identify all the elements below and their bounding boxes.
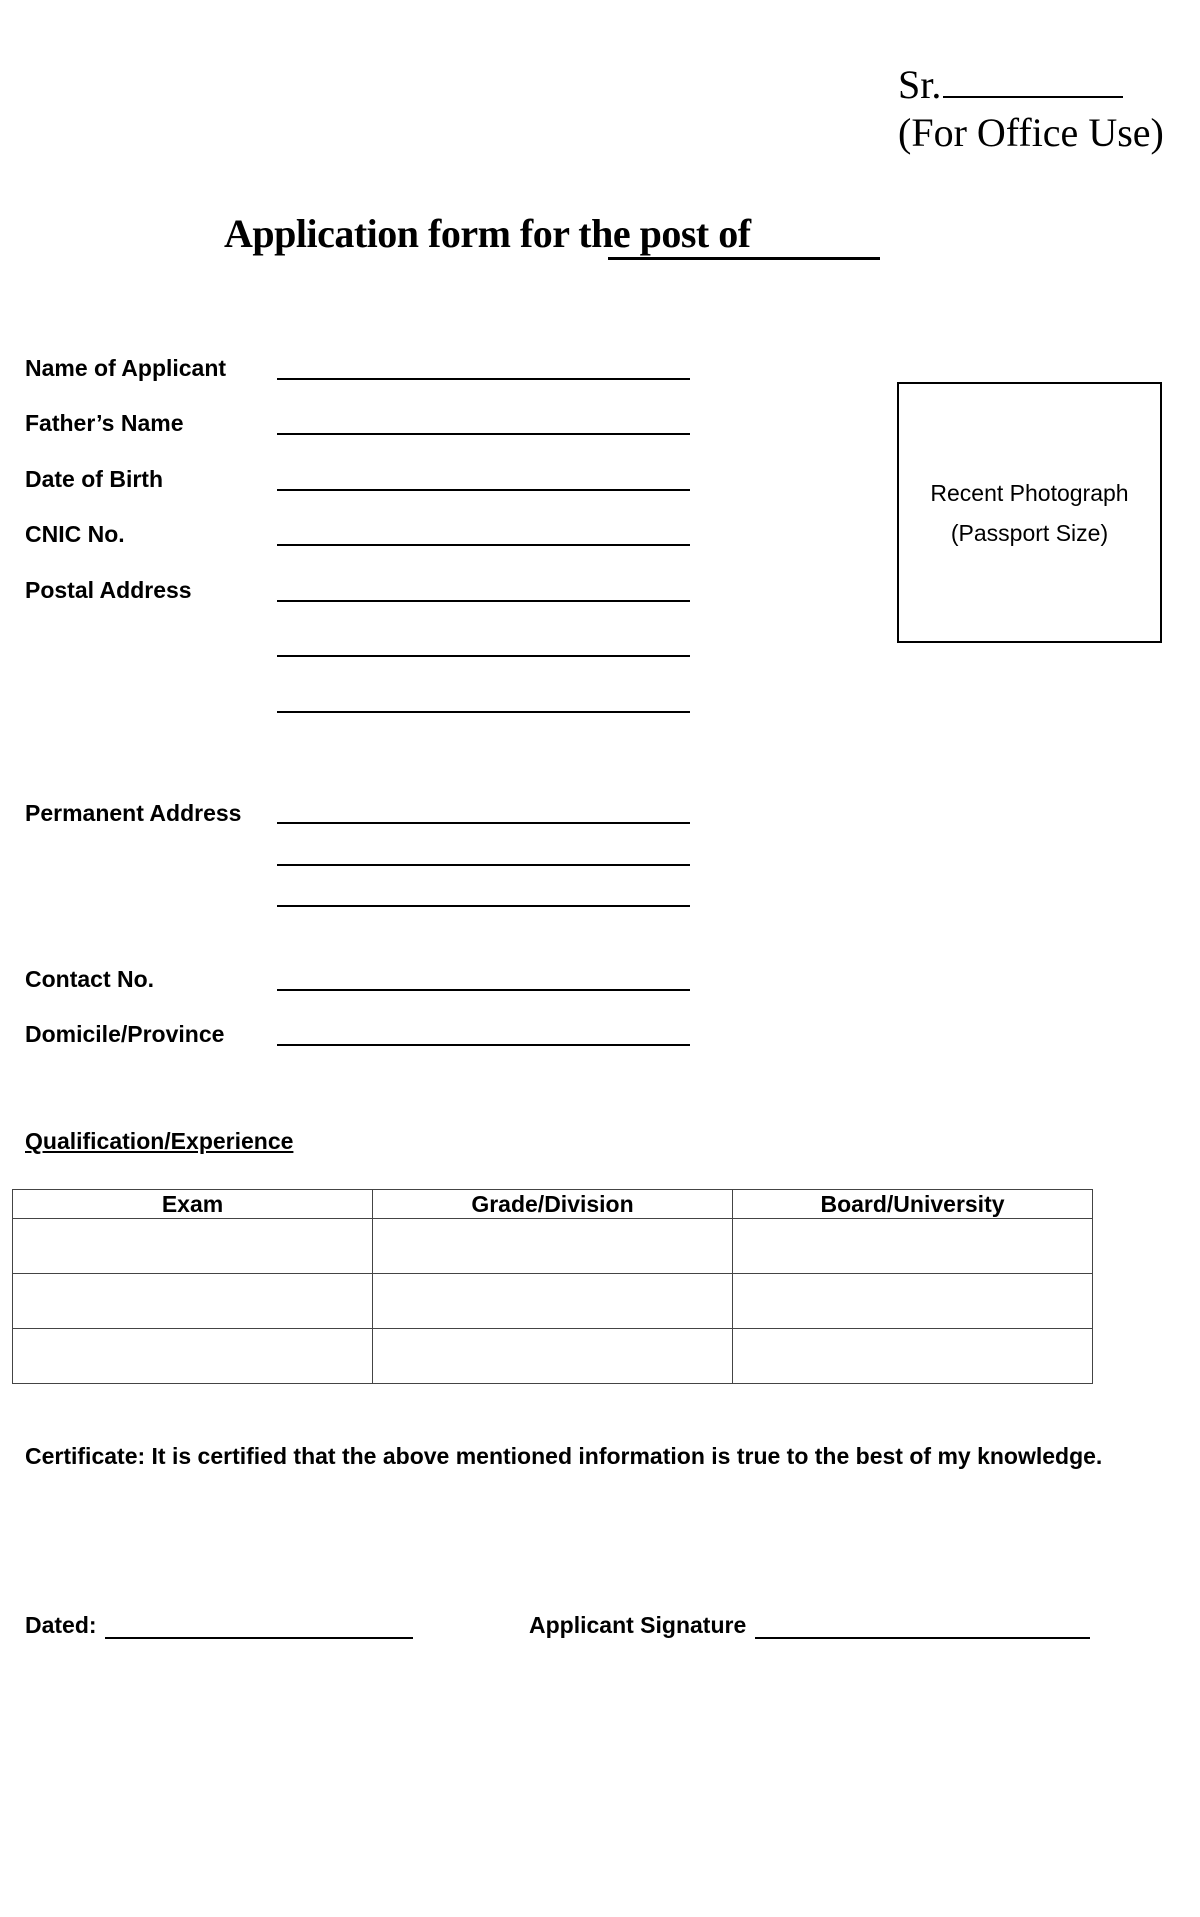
exam-cell[interactable]: [13, 1219, 373, 1274]
exam-cell[interactable]: [13, 1274, 373, 1329]
cnic-field[interactable]: [277, 544, 690, 546]
permanent-address-label: Permanent Address: [25, 800, 242, 826]
exam-cell[interactable]: [13, 1329, 373, 1384]
table-row: [13, 1219, 1093, 1274]
postal-address-field-line-3[interactable]: [277, 711, 690, 713]
table-row: [13, 1329, 1093, 1384]
applicant-signature-label: Applicant Signature: [529, 1612, 747, 1638]
column-header-exam: Exam: [13, 1190, 373, 1219]
name-of-applicant-field[interactable]: [277, 378, 690, 380]
applicant-signature-field[interactable]: [755, 1637, 1090, 1639]
board-university-cell[interactable]: [733, 1219, 1093, 1274]
page-title: Application form for the post of: [224, 211, 751, 256]
postal-address-label: Postal Address: [25, 577, 192, 603]
dated-label: Dated:: [25, 1612, 97, 1638]
post-name-blank[interactable]: [608, 257, 880, 260]
fathers-name-field[interactable]: [277, 433, 690, 435]
date-of-birth-field[interactable]: [277, 489, 690, 491]
table-header-row: [13, 1190, 1093, 1219]
postal-address-field-line-2[interactable]: [277, 655, 690, 657]
column-header-grade-division: Grade/Division: [373, 1190, 733, 1219]
table-row: [13, 1274, 1093, 1329]
date-of-birth-label: Date of Birth: [25, 466, 163, 492]
name-of-applicant-label: Name of Applicant: [25, 355, 227, 381]
qualification-table: [12, 1189, 1093, 1384]
serial-number-field[interactable]: [898, 62, 1164, 108]
fathers-name-label: Father’s Name: [25, 410, 184, 436]
dated-field[interactable]: [105, 1637, 413, 1639]
column-header-board-university: Board/University: [733, 1190, 1093, 1219]
contact-no-label: Contact No.: [25, 966, 155, 992]
serial-number-label: Sr.: [898, 62, 942, 107]
grade-division-cell[interactable]: [373, 1274, 733, 1329]
photograph-label: Recent Photograph: [930, 479, 1129, 506]
board-university-cell[interactable]: [733, 1329, 1093, 1384]
grade-division-cell[interactable]: [373, 1219, 733, 1274]
photograph-box: [897, 382, 1162, 643]
photograph-size-label: (Passport Size): [950, 519, 1109, 546]
cnic-label: CNIC No.: [25, 521, 125, 547]
office-use-label: (For Office Use): [898, 110, 1164, 155]
postal-address-field-line-1[interactable]: [277, 600, 690, 602]
contact-no-field[interactable]: [277, 989, 690, 991]
grade-division-cell[interactable]: [373, 1329, 733, 1384]
qualification-heading: Qualification/Experience: [25, 1128, 294, 1154]
permanent-address-field-line-3[interactable]: [277, 905, 690, 907]
domicile-province-field[interactable]: [277, 1044, 690, 1046]
domicile-province-label: Domicile/Province: [25, 1021, 225, 1047]
office-use-block: [898, 62, 1164, 158]
serial-number-blank[interactable]: [943, 96, 1123, 98]
board-university-cell[interactable]: [733, 1274, 1093, 1329]
certificate-statement: Certificate: It is certified that the above mentioned information is true to the best of my knowledge.: [25, 1443, 1103, 1469]
permanent-address-field-line-2[interactable]: [277, 864, 690, 866]
permanent-address-field-line-1[interactable]: [277, 822, 690, 824]
